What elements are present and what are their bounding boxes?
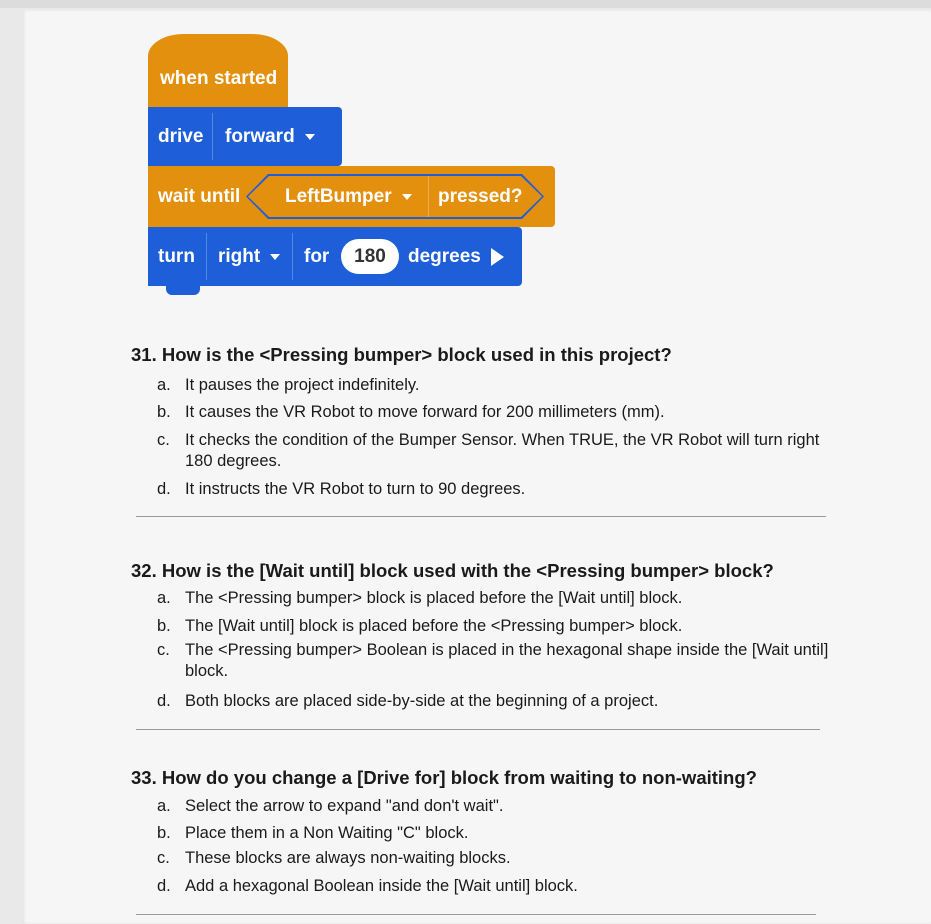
option-text: Add a hexagonal Boolean inside the [Wait until] block. [185,877,578,895]
turn-block[interactable] [148,227,522,286]
option-letter: b. [157,403,171,421]
drive-separator [212,113,213,160]
turn-label: turn [158,246,195,267]
option-text: The [Wait until] block is placed before the <Pressing bumper> block. [185,617,683,635]
option-text: These blocks are always non-waiting blocks. [185,849,511,867]
option-text: It instructs the VR Robot to turn to 90 degrees. [185,480,526,498]
wait-until-block[interactable] [148,166,555,227]
option-letter: d. [157,877,171,895]
option-letter: a. [157,376,171,394]
when-started-block[interactable] [148,34,288,108]
degrees-input[interactable]: 180 [341,239,399,274]
expand-arrow-icon[interactable] [491,248,504,266]
option-letter: b. [157,617,171,635]
option-letter: c. [157,431,170,449]
option-letter: d. [157,692,171,710]
option-text: It pauses the project indefinitely. [185,376,420,394]
bumper-sensor-dropdown[interactable]: LeftBumper [285,166,412,227]
option-text: It checks the condition of the Bumper Sensor. When TRUE, the VR Robot will turn right 180 degrees. [185,431,820,470]
option-letter: a. [157,589,171,607]
turn-direction-dropdown[interactable]: right [218,227,280,286]
divider [136,729,820,730]
top-border [0,0,931,8]
when-started-label: when started [160,68,278,89]
turn-separator-1 [206,233,207,280]
option-letter: c. [157,849,170,867]
option-letter: d. [157,480,171,498]
option-letter: a. [157,797,171,815]
question-32-title: 32. How is the [Wait until] block used with the <Pressing bumper> block? [131,560,774,581]
option-letter: c. [157,641,170,659]
turn-separator-2 [292,233,293,280]
option-text: Place them in a Non Waiting "C" block. [185,824,469,842]
option-text: The <Pressing bumper> block is placed before the [Wait until] block. [185,589,683,607]
option-letter: b. [157,824,171,842]
question-33-title: 33. How do you change a [Drive for] block from waiting to non-waiting? [131,767,757,788]
option-text: It causes the VR Robot to move forward for 200 millimeters (mm). [185,403,665,421]
option-text: Select the arrow to expand "and don't wait". [185,797,504,815]
drive-label: drive [158,126,204,147]
option-text: The <Pressing bumper> Boolean is placed in the hexagonal shape inside the [Wait until] block. [185,641,829,680]
option-text: Both blocks are placed side-by-side at the beginning of a project. [185,692,659,710]
degrees-label: degrees [408,246,481,267]
drive-direction-dropdown[interactable]: forward [225,107,315,166]
wait-until-label: wait until [158,186,241,207]
divider [136,914,816,915]
divider [136,516,826,517]
turn-block-connector [166,286,200,295]
pressed-label: pressed? [438,186,523,207]
drive-block[interactable] [148,107,342,166]
bumper-separator [428,176,429,217]
question-31-title: 31. How is the <Pressing bumper> block used in this project? [131,344,672,365]
for-label: for [304,246,330,267]
